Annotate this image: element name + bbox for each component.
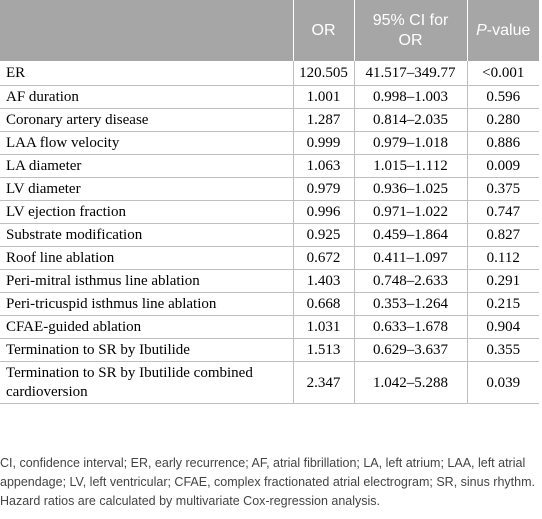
table-row xyxy=(0,132,539,155)
cell-ci: 0.411–1.097 xyxy=(354,247,467,270)
header-p-suffix: -value xyxy=(486,21,531,39)
cell-ci: 0.936–1.025 xyxy=(354,178,467,201)
cell-or: 0.925 xyxy=(293,224,354,247)
cell-ci: 0.998–1.003 xyxy=(354,86,467,109)
cell-ci: 41.517–349.77 xyxy=(354,61,467,86)
cell-p-value: 0.596 xyxy=(467,86,539,109)
cell-p-value: 0.747 xyxy=(467,201,539,224)
cell-or: 0.672 xyxy=(293,247,354,270)
cell-ci: 0.459–1.864 xyxy=(354,224,467,247)
header-row xyxy=(0,0,539,61)
footnote-method: Hazard ratios are calculated by multivariate Cox-regression analysis. xyxy=(0,494,381,508)
cell-ci: 1.042–5.288 xyxy=(354,362,467,404)
cell-ci: 0.629–3.637 xyxy=(354,339,467,362)
cell-ci: 0.814–2.035 xyxy=(354,109,467,132)
cell-ci: 0.971–1.022 xyxy=(354,201,467,224)
cell-variable: LV ejection fraction xyxy=(0,201,293,224)
cell-p-value: 0.355 xyxy=(467,339,539,362)
table-row xyxy=(0,362,539,404)
cell-variable: Peri-tricuspid isthmus line ablation xyxy=(0,293,293,316)
cell-variable: Substrate modification xyxy=(0,224,293,247)
header-p-letter: P xyxy=(476,21,487,39)
table-row xyxy=(0,178,539,201)
cell-variable: Peri-mitral isthmus line ablation xyxy=(0,270,293,293)
cell-variable: Termination to SR by Ibutilide combined cardioversion xyxy=(0,362,293,404)
table-row xyxy=(0,339,539,362)
cell-or: 120.505 xyxy=(293,61,354,86)
cell-p-value: 0.215 xyxy=(467,293,539,316)
cell-p-value: 0.280 xyxy=(467,109,539,132)
cell-or: 0.996 xyxy=(293,201,354,224)
table-row xyxy=(0,61,539,86)
header-p-value xyxy=(467,0,539,61)
cell-p-value: <0.001 xyxy=(467,61,539,86)
cell-variable: Termination to SR by Ibutilide xyxy=(0,339,293,362)
cell-p-value: 0.375 xyxy=(467,178,539,201)
table-body xyxy=(0,61,539,404)
cell-variable: Roof line ablation xyxy=(0,247,293,270)
cell-or: 1.287 xyxy=(293,109,354,132)
cell-or: 0.999 xyxy=(293,132,354,155)
cell-p-value: 0.291 xyxy=(467,270,539,293)
cell-or: 0.979 xyxy=(293,178,354,201)
table-footnote xyxy=(0,454,542,511)
table-row xyxy=(0,86,539,109)
cell-or: 0.668 xyxy=(293,293,354,316)
footnote-abbreviations: CI, confidence interval; ER, early recurrence; AF, atrial fibrillation; LA, left atrium; LAA, left atrial appendage; LV, left ventricular; CFAE, complex fractionated atrial electrogram; SR, sinus rhythm. xyxy=(0,456,535,489)
cell-ci: 0.748–2.633 xyxy=(354,270,467,293)
table-row xyxy=(0,270,539,293)
cell-variable: ER xyxy=(0,61,293,86)
header-ci: 95% CI for OR xyxy=(354,0,467,61)
table-row xyxy=(0,247,539,270)
cell-p-value: 0.886 xyxy=(467,132,539,155)
table-row xyxy=(0,293,539,316)
table-row xyxy=(0,316,539,339)
cell-or: 1.001 xyxy=(293,86,354,109)
table-row xyxy=(0,155,539,178)
cell-ci: 0.353–1.264 xyxy=(354,293,467,316)
table-row xyxy=(0,224,539,247)
cell-or: 1.403 xyxy=(293,270,354,293)
cell-variable: LA diameter xyxy=(0,155,293,178)
cell-or: 2.347 xyxy=(293,362,354,404)
cell-variable: LAA flow velocity xyxy=(0,132,293,155)
cell-or: 1.063 xyxy=(293,155,354,178)
cell-variable: CFAE-guided ablation xyxy=(0,316,293,339)
cell-p-value: 0.009 xyxy=(467,155,539,178)
cell-p-value: 0.904 xyxy=(467,316,539,339)
cell-p-value: 0.827 xyxy=(467,224,539,247)
cell-p-value: 0.112 xyxy=(467,247,539,270)
cell-variable: Coronary artery disease xyxy=(0,109,293,132)
cell-or: 1.513 xyxy=(293,339,354,362)
cell-ci: 0.633–1.678 xyxy=(354,316,467,339)
cell-variable: AF duration xyxy=(0,86,293,109)
header-variable xyxy=(0,0,293,61)
header-or: OR xyxy=(293,0,354,61)
cell-or: 1.031 xyxy=(293,316,354,339)
table-row xyxy=(0,201,539,224)
cell-variable: LV diameter xyxy=(0,178,293,201)
cell-p-value: 0.039 xyxy=(467,362,539,404)
table-row xyxy=(0,109,539,132)
cell-ci: 1.015–1.112 xyxy=(354,155,467,178)
cell-ci: 0.979–1.018 xyxy=(354,132,467,155)
